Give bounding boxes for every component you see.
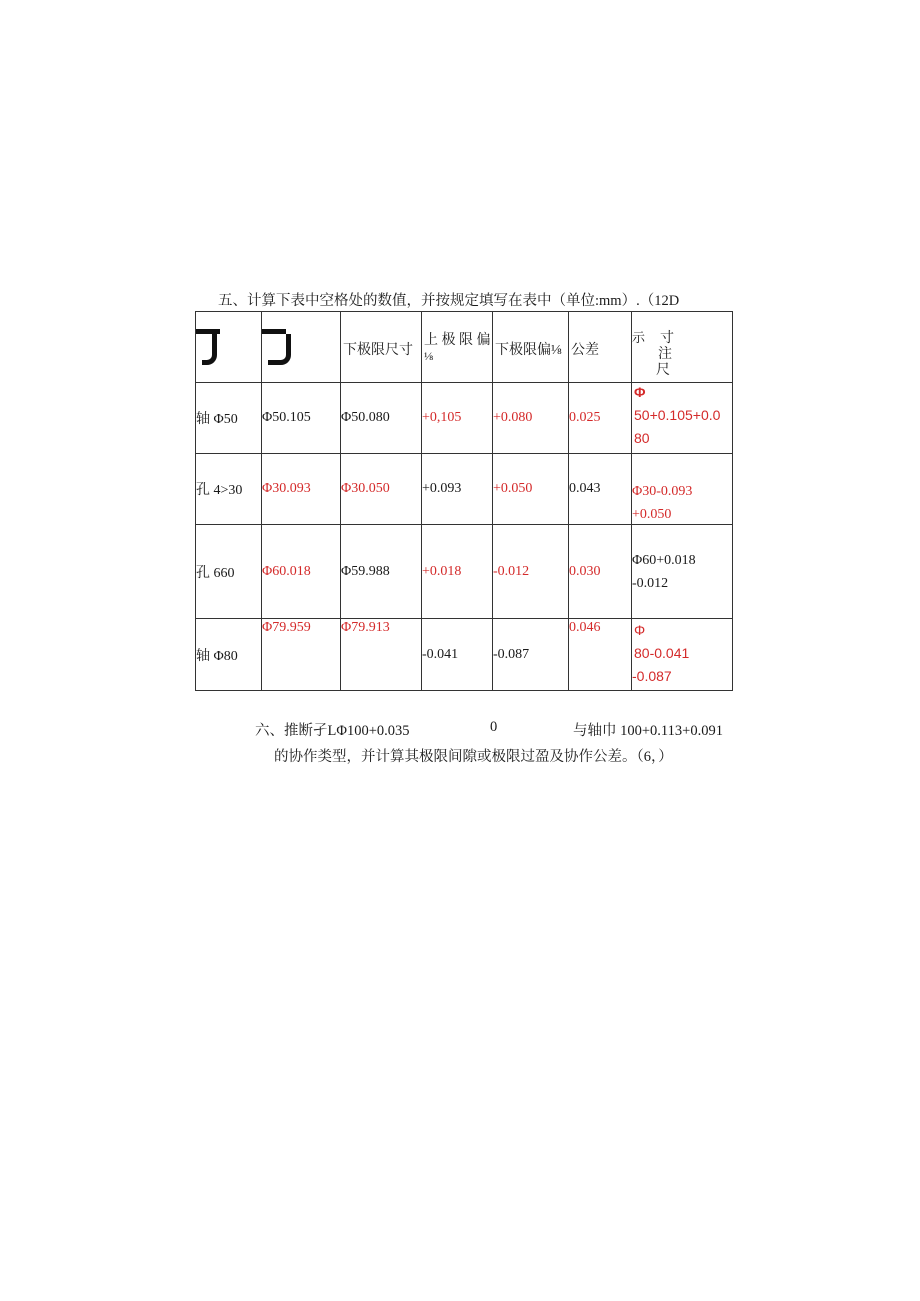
table-row bbox=[196, 619, 733, 691]
bracket-glyph-icon bbox=[268, 334, 291, 365]
header-tolerance bbox=[569, 312, 632, 383]
tolerance-table bbox=[195, 311, 733, 691]
annotation-line: Φ30-0.093 bbox=[632, 484, 693, 499]
header-note-b: 寸 bbox=[660, 331, 674, 346]
table-row bbox=[196, 525, 733, 619]
annotation-cell bbox=[632, 383, 733, 454]
header-tolerance-label: 公差 bbox=[571, 343, 599, 358]
header-note bbox=[632, 312, 733, 383]
annotation-line: -0.087 bbox=[632, 668, 672, 684]
max-size-cell bbox=[262, 619, 341, 691]
table-row bbox=[196, 454, 733, 525]
header-lower-dev bbox=[493, 312, 569, 383]
part-cell: 孔 4>30 bbox=[196, 454, 262, 525]
annotation-cell bbox=[632, 525, 733, 619]
annotation-line: 50+0.105+0.0 bbox=[634, 407, 721, 423]
max-size-value: Φ79.959 bbox=[262, 620, 311, 635]
bracket-glyph-icon bbox=[202, 334, 217, 365]
annotation-line: Φ bbox=[634, 622, 646, 638]
upper-dev-cell: +0.093 bbox=[422, 454, 493, 525]
header-lower-dev-label: 下极限偏⅛ bbox=[495, 343, 562, 358]
header-upper-dev-line2: ⅛ bbox=[424, 349, 433, 363]
section6-line2: 的协作类型，并计算其极限间隙或极限过盈及协作公差。（6，） bbox=[274, 749, 673, 765]
upper-dev-cell: +0,105 bbox=[422, 383, 493, 454]
header-upper-dev bbox=[422, 312, 493, 383]
annotation-line: Φ60+0.018 bbox=[632, 553, 696, 568]
tolerance-value: 0.046 bbox=[569, 620, 601, 635]
tolerance-cell: 0.030 bbox=[569, 525, 632, 619]
header-lower-size-label: 下极限尺寸 bbox=[343, 343, 413, 358]
annotation-cell bbox=[632, 454, 733, 525]
annotation-line: 80 bbox=[634, 430, 650, 446]
tolerance-cell: 0.025 bbox=[569, 383, 632, 454]
min-size-cell: Φ50.080 bbox=[341, 383, 422, 454]
lower-dev-cell: +0.050 bbox=[493, 454, 569, 525]
header-upper-dev-line1: 上 极 限 偏 bbox=[424, 333, 491, 348]
section5-heading: 五、计算下表中空格处的数值，并按规定填写在表中（单位:mm）.（12D bbox=[218, 293, 680, 309]
header-max-cell bbox=[262, 312, 341, 383]
tolerance-cell bbox=[569, 619, 632, 691]
min-size-cell: Φ30.050 bbox=[341, 454, 422, 525]
part-cell: 轴 Φ80 bbox=[196, 619, 262, 691]
max-size-cell: Φ30.093 bbox=[262, 454, 341, 525]
annotation-line: 80-0.041 bbox=[634, 645, 690, 661]
max-size-cell: Φ60.018 bbox=[262, 525, 341, 619]
lower-dev-cell: +0.080 bbox=[493, 383, 569, 454]
lower-dev-cell: -0.012 bbox=[493, 525, 569, 619]
upper-dev-value: -0.041 bbox=[422, 647, 459, 662]
part-cell: 孔 660 bbox=[196, 525, 262, 619]
header-lower-size bbox=[341, 312, 422, 383]
table-row bbox=[196, 383, 733, 454]
header-note-a: 示 bbox=[632, 330, 646, 345]
upper-dev-cell bbox=[422, 619, 493, 691]
lower-dev-cell bbox=[493, 619, 569, 691]
section6-text-c: 与轴巾 100+0.113+0.091 bbox=[573, 723, 723, 739]
min-size-cell bbox=[341, 619, 422, 691]
annotation-line: Φ bbox=[634, 384, 646, 400]
min-size-cell: Φ59.988 bbox=[341, 525, 422, 619]
tolerance-cell: 0.043 bbox=[569, 454, 632, 525]
annotation-cell bbox=[632, 619, 733, 691]
section6-text-a: 六、推断孑LΦ100+0.035 bbox=[255, 723, 410, 739]
upper-dev-cell: +0.018 bbox=[422, 525, 493, 619]
annotation-line: -0.012 bbox=[632, 576, 669, 591]
header-note-d: 尺 bbox=[656, 363, 670, 378]
min-size-value: Φ79.913 bbox=[341, 620, 390, 635]
lower-dev-value: -0.087 bbox=[493, 647, 530, 662]
max-size-cell: Φ50.105 bbox=[262, 383, 341, 454]
annotation-line: +0.050 bbox=[632, 507, 672, 522]
part-cell: 轴 Φ50 bbox=[196, 383, 262, 454]
header-note-c: 注 bbox=[658, 347, 672, 362]
table-header-row bbox=[196, 312, 733, 383]
header-part-cell bbox=[196, 312, 262, 383]
section6-text-b: 0 bbox=[490, 719, 498, 735]
